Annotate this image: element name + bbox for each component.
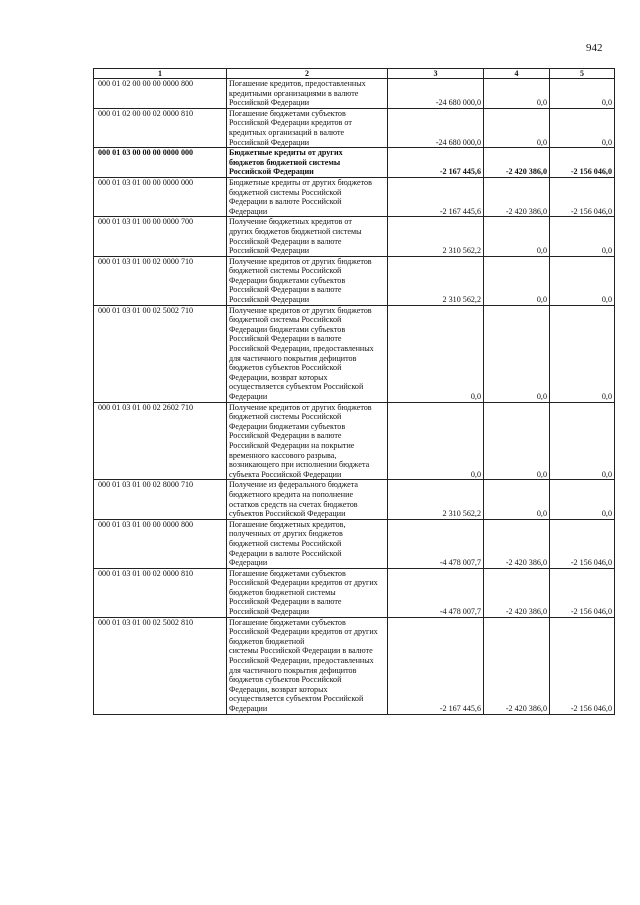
- classification-code: 000 01 03 01 00 00 0000 700: [94, 217, 227, 256]
- header-col-2: 2: [227, 69, 388, 79]
- classification-code: 000 01 03 01 00 00 0000 800: [94, 519, 227, 568]
- value-col-4: 0,0: [484, 480, 550, 519]
- classification-code: 000 01 03 01 00 02 2602 710: [94, 402, 227, 480]
- source-name: Получение кредитов от других бюджетов бюджетной системы Российской Федерации бюджетами субъектов Российской Федерации в валюте Российской Федерации: [227, 256, 388, 305]
- table-body: [94, 79, 615, 715]
- classification-code: 000 01 03 01 00 02 8000 710: [94, 480, 227, 519]
- value-col-3: -2 167 445,6: [388, 617, 484, 714]
- value-col-5: 0,0: [550, 79, 615, 109]
- value-col-5: 0,0: [550, 305, 615, 402]
- value-col-4: -2 420 386,0: [484, 568, 550, 617]
- value-col-5: 0,0: [550, 402, 615, 480]
- value-col-3: -2 167 445,6: [388, 177, 484, 216]
- header-col-3: 3: [388, 69, 484, 79]
- table-row: [94, 519, 615, 568]
- budget-sources-table: [93, 68, 615, 715]
- source-name: Получение бюджетных кредитов от других бюджетов бюджетной системы Российской Федерации в валюте Российской Федерации: [227, 217, 388, 256]
- value-col-4: 0,0: [484, 108, 550, 147]
- source-name: Погашение бюджетных кредитов, полученных от других бюджетов бюджетной системы Российской Федерации в валюте Российской Федерации: [227, 519, 388, 568]
- value-col-3: 2 310 562,2: [388, 217, 484, 256]
- value-col-4: 0,0: [484, 256, 550, 305]
- table-row: [94, 480, 615, 519]
- table-row: [94, 617, 615, 714]
- value-col-4: -2 420 386,0: [484, 519, 550, 568]
- source-name: Погашение бюджетами субъектов Российской Федерации кредитов от других бюджетов бюджетной системы Российской Федерации в валюте Российской Федерации: [227, 568, 388, 617]
- table-row: [94, 177, 615, 216]
- header-col-4: 4: [484, 69, 550, 79]
- value-col-5: 0,0: [550, 256, 615, 305]
- classification-code: 000 01 03 01 00 02 0000 810: [94, 568, 227, 617]
- value-col-4: 0,0: [484, 305, 550, 402]
- table-row: [94, 217, 615, 256]
- source-name: Получение кредитов от других бюджетов бюджетной системы Российской Федерации бюджетами субъектов Российской Федерации в валюте Российской Федерации, предоставленных для частичного покрытия дефицитов бюджетов субъектов Российской Федерации, возврат которых осуществляется субъектом Российской Федерации: [227, 305, 388, 402]
- value-col-5: -2 156 046,0: [550, 519, 615, 568]
- value-col-3: -24 680 000,0: [388, 108, 484, 147]
- table-row: [94, 108, 615, 147]
- table-row: [94, 79, 615, 109]
- value-col-5: 0,0: [550, 108, 615, 147]
- value-col-3: -4 478 007,7: [388, 519, 484, 568]
- value-col-3: 0,0: [388, 402, 484, 480]
- classification-code: 000 01 02 00 00 00 0000 800: [94, 79, 227, 109]
- value-col-3: 2 310 562,2: [388, 480, 484, 519]
- header-col-1: 1: [94, 69, 227, 79]
- table-row: [94, 402, 615, 480]
- value-col-4: 0,0: [484, 79, 550, 109]
- classification-code: 000 01 02 00 00 02 0000 810: [94, 108, 227, 147]
- value-col-4: -2 420 386,0: [484, 148, 550, 178]
- value-col-5: -2 156 046,0: [550, 617, 615, 714]
- classification-code: 000 01 03 01 00 02 5002 810: [94, 617, 227, 714]
- source-name: Бюджетные кредиты от других бюджетов бюджетной системы Российской Федерации: [227, 148, 388, 178]
- page-number: 942: [586, 42, 603, 54]
- source-name: Погашение кредитов, предоставленных кредитными организациями в валюте Российской Федерации: [227, 79, 388, 109]
- classification-code: 000 01 03 01 00 02 0000 710: [94, 256, 227, 305]
- value-col-4: -2 420 386,0: [484, 177, 550, 216]
- value-col-3: -24 680 000,0: [388, 79, 484, 109]
- source-name: Получение кредитов от других бюджетов бюджетной системы Российской Федерации бюджетами субъектов Российской Федерации в валюте Российской Федерации на покрытие временного кассового разрыва, возникающего при исполнении бюджета субъекта Российской Федерации: [227, 402, 388, 480]
- value-col-4: 0,0: [484, 402, 550, 480]
- source-name: Получение из федерального бюджета бюджетного кредита на пополнение остатков средств на счетах бюджетов субъектов Российской Федерации: [227, 480, 388, 519]
- classification-code: 000 01 03 00 00 00 0000 000: [94, 148, 227, 178]
- table-header-row: [94, 69, 615, 79]
- value-col-4: 0,0: [484, 217, 550, 256]
- value-col-5: -2 156 046,0: [550, 177, 615, 216]
- classification-code: 000 01 03 01 00 00 0000 000: [94, 177, 227, 216]
- value-col-3: -4 478 007,7: [388, 568, 484, 617]
- value-col-5: 0,0: [550, 480, 615, 519]
- source-name: Бюджетные кредиты от других бюджетов бюджетной системы Российской Федерации в валюте Российской Федерации: [227, 177, 388, 216]
- classification-code: 000 01 03 01 00 02 5002 710: [94, 305, 227, 402]
- table-row: [94, 148, 615, 178]
- table-row: [94, 305, 615, 402]
- source-name: Погашение бюджетами субъектов Российской Федерации кредитов от кредитных организаций в валюте Российской Федерации: [227, 108, 388, 147]
- table-row: [94, 256, 615, 305]
- table-row: [94, 568, 615, 617]
- value-col-3: 2 310 562,2: [388, 256, 484, 305]
- value-col-5: 0,0: [550, 217, 615, 256]
- value-col-3: 0,0: [388, 305, 484, 402]
- source-name: Погашение бюджетами субъектов Российской Федерации кредитов от других бюджетов бюджетной системы Российской Федерации в валюте Российской Федерации, предоставленных для частичного покрытия дефицитов бюджетов субъектов Российской Федерации, возврат которых осуществляется субъектом Российской Федерации: [227, 617, 388, 714]
- value-col-5: -2 156 046,0: [550, 568, 615, 617]
- header-col-5: 5: [550, 69, 615, 79]
- value-col-4: -2 420 386,0: [484, 617, 550, 714]
- value-col-5: -2 156 046,0: [550, 148, 615, 178]
- value-col-3: -2 167 445,6: [388, 148, 484, 178]
